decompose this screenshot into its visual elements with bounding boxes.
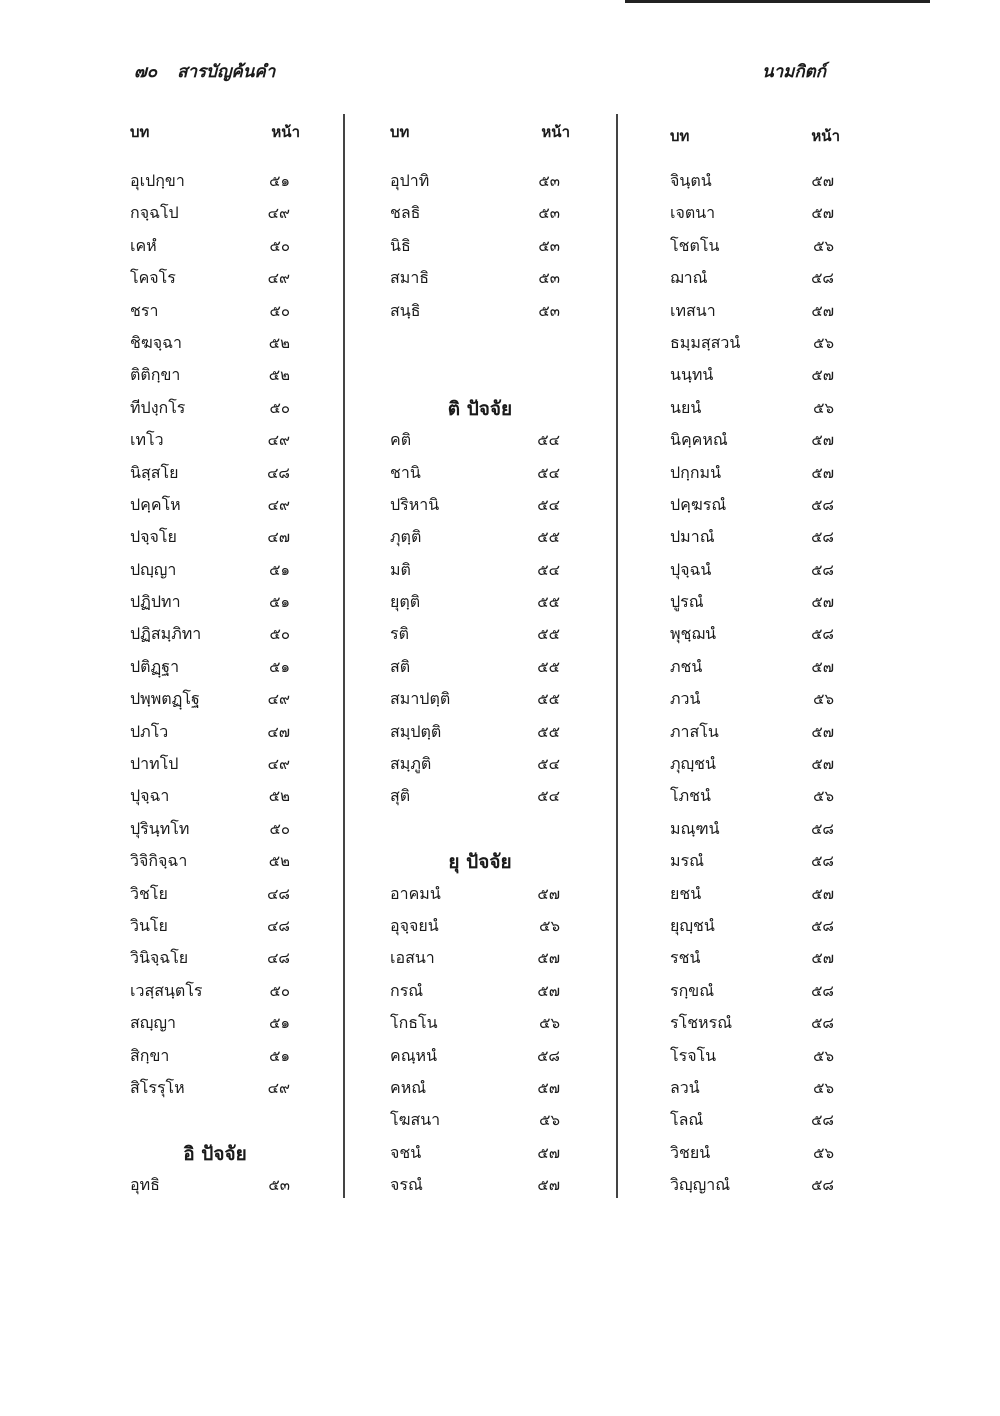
index-entry (390, 974, 570, 1006)
entry-page: ๕๗ (811, 463, 834, 482)
entry-word: อุจฺจยนํ (390, 915, 439, 935)
entry-word: วิชโย (130, 883, 168, 903)
column-divider (343, 114, 345, 1198)
entry-word: ภชนํ (670, 656, 703, 676)
column-header-word: บท (670, 127, 690, 145)
index-entry (390, 294, 570, 326)
entry-page: ๕๘ (811, 819, 834, 838)
entry-word: มณฺฑนํ (670, 818, 720, 838)
index-entry (130, 294, 300, 326)
entry-word: คหณํ (390, 1077, 427, 1097)
entry-word: สมฺปตฺติ (390, 721, 442, 741)
entry-word: ปญฺญา (130, 559, 177, 579)
index-entry (670, 520, 840, 552)
index-entry (130, 326, 300, 358)
entry-page: ๕๘ (811, 981, 834, 1000)
entry-page: ๕๕ (537, 722, 560, 741)
column-header-word: บท (130, 123, 150, 141)
page-number: ๗๐ (134, 62, 158, 82)
entry-page: ๕๗ (537, 884, 560, 903)
index-entry (130, 553, 300, 585)
entry-word: ปริหานิ (390, 494, 440, 514)
entry-page: ๕๓ (538, 204, 560, 223)
index-entry (670, 941, 840, 973)
entry-list (130, 1168, 300, 1200)
column-header-page: หน้า (541, 123, 570, 141)
entry-list (670, 164, 840, 1201)
entry-word: จชนํ (390, 1142, 422, 1162)
entry-page: ๕๘ (811, 495, 834, 514)
index-entry (390, 909, 570, 941)
entry-word: รกฺขณํ (670, 980, 715, 1000)
entry-page: ๕๐ (269, 819, 290, 838)
entry-word: ปคฺคโห (130, 494, 181, 514)
entry-page: ๕๖ (813, 1143, 834, 1162)
entry-word: โภชนํ (670, 786, 711, 806)
index-entry (390, 1039, 570, 1071)
entry-page: ๕๘ (811, 560, 834, 579)
index-entry (390, 682, 570, 714)
entry-word: ปคฺฆรณํ (670, 494, 727, 514)
index-entry (130, 196, 300, 228)
entry-word: ชลธิ (390, 203, 421, 223)
index-entry (390, 553, 570, 585)
index-entry (670, 358, 840, 390)
index-column-3 (670, 112, 840, 1202)
entry-word: ปูรณํ (670, 592, 704, 612)
chapter-title: นามกิตก์ (762, 62, 826, 82)
index-entry (130, 844, 300, 876)
entry-word: สมฺภูติ (390, 754, 432, 774)
entry-word: ภวนํ (670, 689, 701, 709)
index-entry (670, 812, 840, 844)
entry-page: ๕๗ (537, 1078, 560, 1097)
entry-page: ๕๖ (813, 398, 834, 417)
entry-page: ๕๒ (268, 787, 290, 806)
entry-page: ๕๗ (811, 366, 834, 385)
entry-page: ๕๗ (811, 204, 834, 223)
entry-word: ลวนํ (670, 1077, 700, 1097)
entry-word: โกธโน (390, 1013, 438, 1033)
index-entry (130, 877, 300, 909)
entry-page: ๕๗ (811, 722, 834, 741)
entry-word: คติ (390, 430, 412, 450)
entry-word: คณฺหนํ (390, 1045, 438, 1065)
entry-word: กรณํ (390, 980, 424, 1000)
index-entry (390, 941, 570, 973)
entry-page: ๕๐ (269, 398, 290, 417)
index-entry (670, 617, 840, 649)
index-entry (130, 1168, 300, 1200)
section-heading-ti: ติ ปัจจัย (447, 397, 513, 420)
entry-word: ปฏิปทา (130, 592, 181, 612)
entry-word: อุทธิ (130, 1175, 160, 1195)
top-rule (625, 0, 930, 3)
section-heading-yu: ยุ ปัจจัย (448, 851, 512, 874)
entry-word: ทีปงฺกโร (130, 397, 186, 417)
entry-page: ๔๘ (267, 949, 290, 968)
entry-page: ๕๖ (813, 1046, 834, 1065)
index-entry (670, 196, 840, 228)
entry-page: ๕๘ (811, 916, 834, 935)
index-entry (670, 779, 840, 811)
entry-page: ๕๗ (811, 657, 834, 676)
entry-page: ๕๕ (537, 657, 560, 676)
entry-word: โรจโน (670, 1045, 717, 1065)
entry-word: ปพฺพตฏฺโฐ (130, 689, 200, 709)
entry-word: ปฏิสมฺภิทา (130, 624, 202, 644)
index-entry (130, 909, 300, 941)
index-entry (670, 1168, 840, 1200)
entry-list (390, 877, 570, 1201)
index-entry (130, 974, 300, 1006)
index-entry (670, 164, 840, 196)
entry-page: ๕๗ (811, 755, 834, 774)
entry-page: ๕๒ (268, 333, 290, 352)
entry-word: วิญฺญาณํ (670, 1175, 731, 1195)
entry-word: วินโย (130, 915, 168, 935)
spacer (390, 812, 570, 844)
entry-page: ๕๘ (811, 625, 834, 644)
entry-word: รโชหรณํ (670, 1013, 733, 1033)
entry-word: อุเปกฺขา (130, 171, 185, 190)
entry-page: ๕๓ (268, 1176, 290, 1195)
entry-page: ๔๘ (267, 916, 290, 935)
column-divider (616, 114, 618, 1198)
column-header (670, 112, 840, 164)
index-entry (390, 164, 570, 196)
column-header-word: บท (390, 123, 410, 141)
index-entry (130, 164, 300, 196)
entry-word: สิโรรุโห (130, 1077, 185, 1097)
index-entry (670, 1103, 840, 1135)
entry-word: ปุจฺฉา (130, 786, 170, 806)
entry-page: ๕๓ (538, 172, 560, 190)
index-entry (130, 682, 300, 714)
index-entry (670, 488, 840, 520)
entry-page: ๕๖ (813, 333, 834, 352)
index-entry (130, 747, 300, 779)
entry-page: ๕๗ (811, 949, 834, 968)
entry-page: ๔๙ (267, 204, 290, 223)
entry-word: ยชนํ (670, 883, 702, 903)
entry-list (390, 164, 570, 326)
entry-page: ๕๒ (268, 366, 290, 385)
index-entry (390, 1168, 570, 1200)
entry-word: สญฺญา (130, 1013, 177, 1033)
index-entry (130, 585, 300, 617)
entry-word: ชานิ (390, 462, 421, 482)
index-entry (670, 682, 840, 714)
entry-page: ๕๗ (537, 981, 560, 1000)
entry-word: นิสฺสโย (130, 462, 179, 482)
index-entry (130, 358, 300, 390)
index-entry (670, 974, 840, 1006)
entry-word: เคหํ (130, 235, 157, 255)
entry-page: ๕๑ (269, 172, 290, 190)
entry-page: ๕๔ (537, 787, 560, 806)
entry-page: ๕๘ (537, 1046, 560, 1065)
index-column-1 (130, 112, 300, 1202)
entry-word: วิชยนํ (670, 1142, 711, 1162)
entry-page: ๕๖ (539, 1111, 560, 1130)
index-entry (670, 844, 840, 876)
entry-word: ปาทโป (130, 754, 179, 774)
entry-page: ๔๙ (267, 431, 290, 450)
index-entry (390, 1136, 570, 1168)
index-entry (390, 779, 570, 811)
entry-page: ๕๗ (811, 301, 834, 320)
running-head-left (134, 58, 275, 85)
entry-page: ๕๕ (537, 690, 560, 709)
entry-page: ๕๔ (537, 463, 560, 482)
entry-word: มติ (390, 559, 411, 579)
entry-word: ปุรินฺทโท (130, 818, 190, 838)
index-entry (390, 715, 570, 747)
index-entry (670, 1136, 840, 1168)
entry-page: ๕๑ (269, 1046, 290, 1065)
entry-page: ๔๙ (267, 495, 290, 514)
entry-page: ๕๐ (269, 301, 290, 320)
entry-page: ๕๘ (811, 852, 834, 871)
index-entry (130, 812, 300, 844)
entry-page: ๕๑ (269, 593, 290, 612)
index-entry (390, 747, 570, 779)
entry-word: จินฺตนํ (670, 171, 712, 190)
index-entry (670, 747, 840, 779)
entry-word: โฆสนา (390, 1110, 441, 1130)
entry-page: ๕๔ (537, 495, 560, 514)
entry-word: ปติฏฺฐา (130, 656, 180, 676)
index-entry (670, 391, 840, 423)
entry-page: ๕๗ (537, 1143, 560, 1162)
entry-page: ๔๙ (267, 755, 290, 774)
index-entry (390, 1103, 570, 1135)
entry-word: ธมฺมสฺสวนํ (670, 332, 741, 352)
entry-page: ๕๓ (538, 236, 560, 255)
entry-word: เอสนา (390, 948, 435, 968)
entry-word: ปกฺกมนํ (670, 462, 722, 482)
index-entry (130, 941, 300, 973)
entry-word: นิคฺคหณํ (670, 430, 728, 450)
entry-word: นิธิ (390, 235, 411, 255)
entry-word: พุชฺฌนํ (670, 624, 717, 644)
entry-page: ๕๓ (538, 301, 560, 320)
spacer (130, 1103, 300, 1135)
index-entry (670, 650, 840, 682)
entry-word: อาคมนํ (390, 883, 441, 903)
entry-word: กจฺฉโป (130, 203, 179, 223)
index-entry (390, 585, 570, 617)
index-entry (670, 1071, 840, 1103)
entry-word: ชรา (130, 300, 159, 320)
entry-word: สิกฺขา (130, 1045, 170, 1065)
entry-word: เทสนา (670, 300, 716, 320)
entry-page: ๕๓ (538, 269, 560, 288)
index-entry (130, 715, 300, 747)
entry-word: สุติ (390, 786, 411, 806)
entry-word: เจตนา (670, 203, 716, 223)
index-entry (390, 877, 570, 909)
section-heading-i: อิ ปัจจัย (183, 1142, 247, 1165)
entry-page: ๕๘ (811, 1111, 834, 1130)
entry-word: มรณํ (670, 851, 704, 871)
index-entry (130, 423, 300, 455)
entry-page: ๔๗ (267, 722, 290, 741)
index-entry (130, 1071, 300, 1103)
entry-page: ๕๔ (537, 431, 560, 450)
index-entry (390, 650, 570, 682)
index-entry (130, 650, 300, 682)
entry-word: ภาสโน (670, 721, 719, 741)
index-entry (390, 1071, 570, 1103)
entry-page: ๕๔ (537, 560, 560, 579)
index-column-2 (390, 112, 570, 1202)
entry-word: วิจิกิจฺฉา (130, 851, 188, 871)
entry-word: ชิฆจฺฉา (130, 332, 182, 352)
index-entry (670, 423, 840, 455)
entry-page: ๕๐ (269, 981, 290, 1000)
index-entry (130, 391, 300, 423)
index-entry (670, 715, 840, 747)
entry-word: ปมาณํ (670, 527, 715, 547)
entry-page: ๕๕ (537, 528, 560, 547)
column-header (390, 112, 570, 164)
entry-word: ปุจฺฉนํ (670, 559, 712, 579)
entry-page: ๔๗ (267, 528, 290, 547)
entry-page: ๕๗ (537, 949, 560, 968)
entry-page: ๕๖ (813, 1078, 834, 1097)
index-entry (130, 779, 300, 811)
index-entry (130, 229, 300, 261)
entry-word: ภุตฺติ (390, 527, 422, 547)
index-entry (670, 553, 840, 585)
entry-page: ๕๔ (537, 755, 560, 774)
entry-page: ๕๗ (537, 1176, 560, 1195)
entry-word: สมาปตฺติ (390, 689, 451, 709)
index-entry (390, 261, 570, 293)
entry-page: ๕๐ (269, 236, 290, 255)
entry-page: ๕๑ (269, 560, 290, 579)
entry-word: จรณํ (390, 1175, 423, 1195)
index-entry (670, 1006, 840, 1038)
entry-word: โลณํ (670, 1110, 704, 1130)
entry-word: รติ (390, 624, 409, 644)
entry-word: อุปาทิ (390, 171, 430, 190)
spacer (390, 326, 570, 358)
entry-page: ๕๑ (269, 1014, 290, 1033)
index-entry (390, 423, 570, 455)
entry-page: ๕๗ (811, 431, 834, 450)
entry-word: รชนํ (670, 948, 701, 968)
index-entry (130, 488, 300, 520)
index-entry (670, 229, 840, 261)
index-entry (670, 456, 840, 488)
entry-word: ปภโว (130, 721, 169, 741)
index-entry (130, 456, 300, 488)
index-entry (130, 261, 300, 293)
index-entry (130, 1039, 300, 1071)
index-entry (670, 1039, 840, 1071)
index-entry (130, 1006, 300, 1038)
entry-list (130, 164, 300, 1103)
entry-word: ฌาณํ (670, 268, 708, 288)
index-entry (390, 520, 570, 552)
entry-page: ๔๙ (267, 690, 290, 709)
spacer (390, 358, 570, 390)
index-entry (670, 261, 840, 293)
index-entry (130, 520, 300, 552)
index-entry (670, 294, 840, 326)
index-entry (390, 488, 570, 520)
entry-page: ๕๖ (813, 787, 834, 806)
entry-page: ๔๙ (267, 269, 290, 288)
index-entry (390, 1006, 570, 1038)
index-entry (130, 617, 300, 649)
entry-word: นยนํ (670, 397, 702, 417)
index-entry (390, 229, 570, 261)
index-entry (670, 326, 840, 358)
entry-word: เวสฺสนฺตโร (130, 980, 203, 1000)
entry-word: วินิจฺฉโย (130, 948, 189, 968)
entry-word: โคจโร (130, 268, 176, 288)
entry-word: เทโว (130, 430, 164, 450)
entry-word: ยุญฺชนํ (670, 915, 715, 935)
index-entry (670, 877, 840, 909)
column-header (130, 112, 300, 164)
entry-page: ๕๐ (269, 625, 290, 644)
entry-page: ๕๖ (539, 1014, 560, 1033)
column-header-page: หน้า (811, 127, 840, 145)
entry-word: สมาธิ (390, 268, 430, 288)
entry-word: ภุญฺชนํ (670, 754, 716, 774)
index-entry (390, 196, 570, 228)
entry-page: ๕๗ (811, 593, 834, 612)
entry-page: ๕๖ (539, 916, 560, 935)
column-header-page: หน้า (271, 123, 300, 141)
entry-page: ๕๗ (811, 172, 834, 190)
entry-page: ๕๕ (537, 593, 560, 612)
entry-list (390, 423, 570, 812)
entry-page: ๕๘ (811, 528, 834, 547)
entry-page: ๔๘ (267, 463, 290, 482)
entry-page: ๕๘ (811, 1176, 834, 1195)
book-section-title: สารบัญค้นคำ (177, 62, 276, 82)
entry-word: ติติกฺขา (130, 365, 181, 385)
entry-page: ๕๖ (813, 236, 834, 255)
entry-word: สติ (390, 656, 411, 676)
index-entry (670, 585, 840, 617)
index-entry (390, 456, 570, 488)
entry-page: ๔๙ (267, 1078, 290, 1097)
entry-word: ยุตฺติ (390, 592, 421, 612)
entry-page: ๕๘ (811, 269, 834, 288)
entry-page: ๕๕ (537, 625, 560, 644)
entry-word: โชตโน (670, 235, 720, 255)
entry-word: สนฺธิ (390, 300, 421, 320)
index-entry (390, 617, 570, 649)
index-entry (670, 909, 840, 941)
entry-page: ๕๘ (811, 1014, 834, 1033)
entry-word: นนฺทนํ (670, 365, 714, 385)
entry-page: ๕๖ (813, 690, 834, 709)
entry-page: ๕๗ (811, 884, 834, 903)
entry-page: ๔๘ (267, 884, 290, 903)
entry-page: ๕๑ (269, 657, 290, 676)
entry-page: ๕๒ (268, 852, 290, 871)
entry-word: ปจฺจโย (130, 527, 177, 547)
